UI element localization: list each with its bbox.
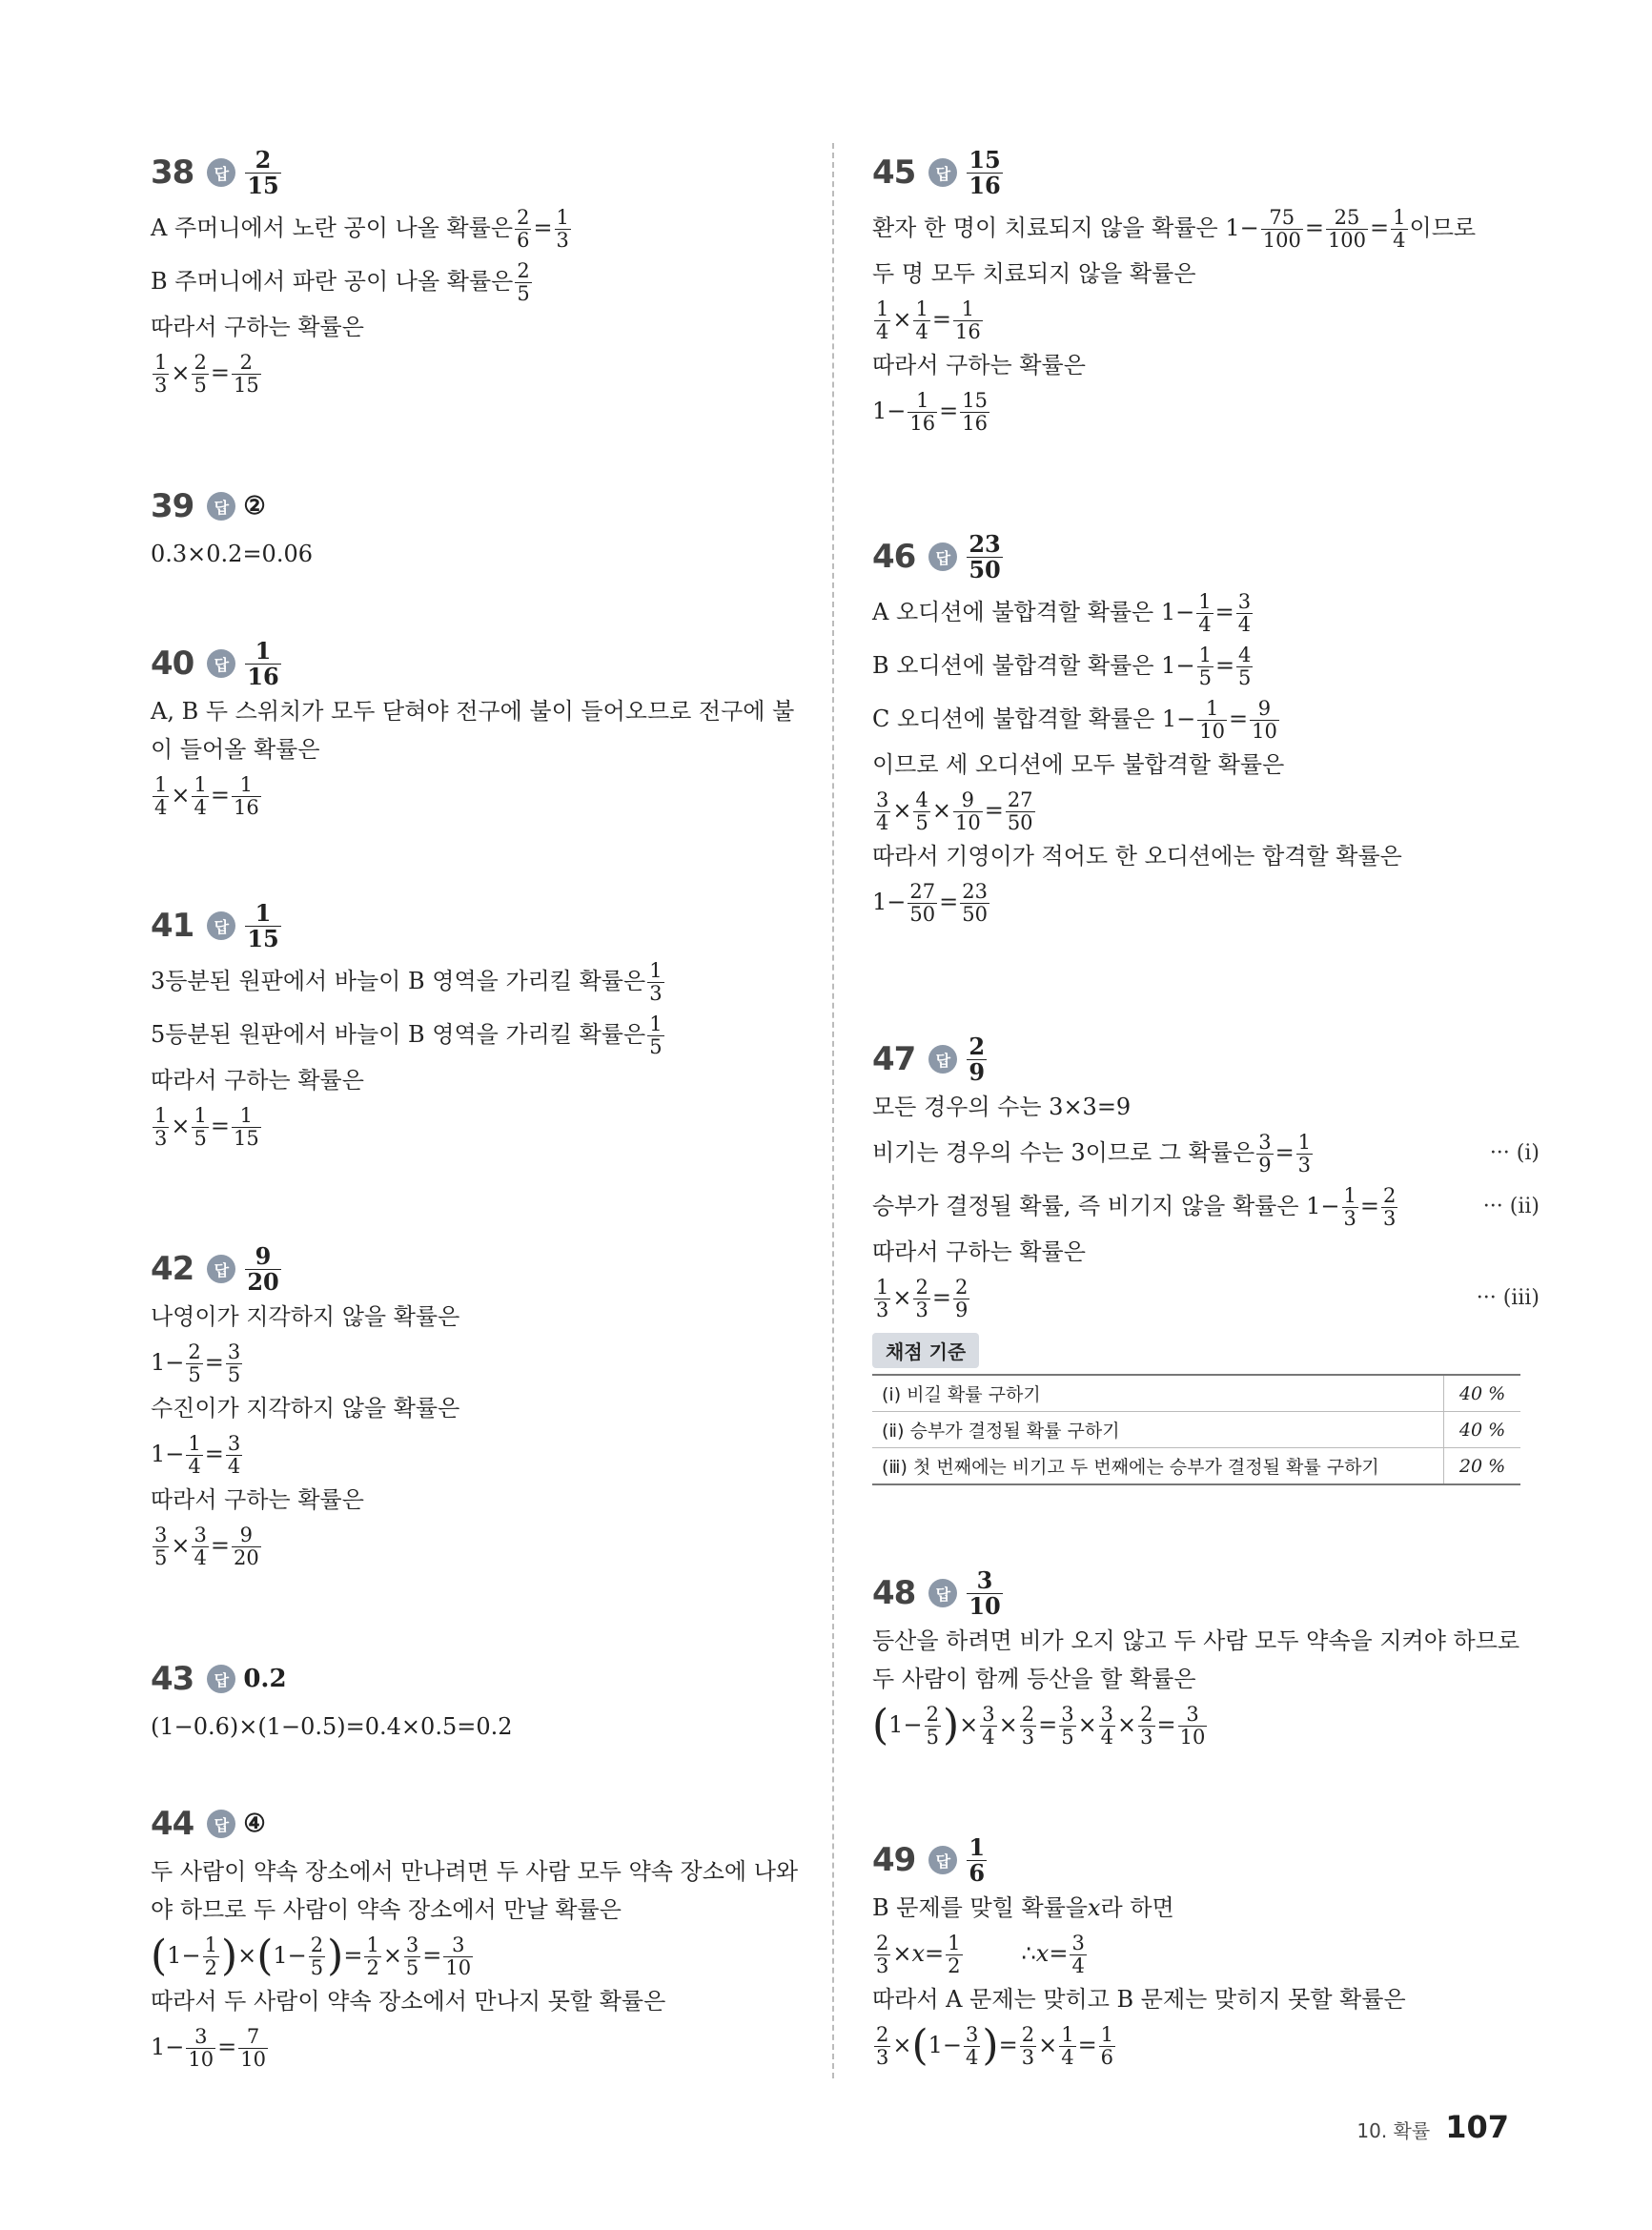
answer-badge: 답 (928, 158, 957, 187)
answer-value: $\frac{1}{15}$ (247, 899, 279, 952)
page-footer (1356, 2109, 1509, 2145)
table-row: (ⅰ) 비길 확률 구하기 40 % (872, 1375, 1520, 1412)
answer-value: $\frac{2}{9}$ (969, 1033, 986, 1086)
answer-value: $\frac{23}{50}$ (969, 530, 1001, 583)
solution-line: 환자 한 명이 치료되지 않을 확률은 1− $\frac{75}{100}$ = $\frac{25}{100}$ = $\frac{1}{4}$ 이므로 (872, 206, 1477, 252)
equation: $\frac{2}{3}$ × x = $\frac{1}{2}$ ∴ x = $\frac{3}{4}$ (876, 1932, 1085, 1977)
solution-line: B 주머니에서 파란 공이 나올 확률은 $\frac{2}{5}$ (151, 259, 530, 305)
equation: 1− $\frac{27}{50}$ = $\frac{23}{50}$ (872, 880, 988, 926)
table-row: (ⅱ) 승부가 결정될 확률 구하기 40 % (872, 1412, 1520, 1448)
solution-line: 두 사람이 약속 장소에서 만나려면 두 사람 모두 약속 장소에 나와 (151, 1858, 799, 1886)
solution-line: 따라서 구하는 확률은 (151, 1067, 364, 1095)
solution-line: 5등분된 원판에서 바늘이 B 영역을 가리킬 확률은 $\frac{1}{5}$ (151, 1013, 663, 1058)
solution-line: 이므로 세 오디션에 모두 불합격할 확률은 (872, 751, 1285, 779)
solution-line: 수진이가 지각하지 않을 확률은 (151, 1395, 460, 1422)
solution-line: 따라서 구하는 확률은 (151, 1486, 364, 1514)
equation: $\frac{2}{3}$ × ( 1− $\frac{3}{4}$ ) = $\frac{2}{3}$ × $\frac{1}{4}$ = $\frac{1}{6}$ (876, 2021, 1114, 2070)
answer-value: $\frac{3}{10}$ (969, 1566, 1001, 1620)
problem-header (151, 896, 818, 955)
answer-value: $\frac{1}{6}$ (969, 1833, 986, 1887)
problem-header (872, 1564, 1540, 1623)
problem-number: 38 (151, 153, 194, 192)
solution-line: 3등분된 원판에서 바늘이 B 영역을 가리킬 확률은 $\frac{1}{3}$ (151, 959, 663, 1005)
equation: ( 1− $\frac{1}{2}$ ) × ( 1− $\frac{2}{5}$ ) = $\frac{1}{2}$ × $\frac{3}{5}$ = $\frac{3}{10}$ (151, 1932, 472, 1980)
solution-line: 승부가 결정될 확률, 즉 비기지 않을 확률은 1− $\frac{1}{3}$ = $\frac{2}{3}$ ··· (ⅱ) (872, 1184, 1540, 1230)
solution-line: 따라서 구하는 확률은 (151, 314, 364, 341)
solution-line: 두 명 모두 치료되지 않을 확률은 (872, 260, 1196, 288)
answer-value: 0.2 (243, 1665, 287, 1693)
problem-number: 45 (872, 153, 916, 192)
equation: $\frac{3}{4}$ × $\frac{4}{5}$ × $\frac{9}{10}$ = $\frac{27}{50}$ (876, 788, 1033, 834)
equation: $\frac{1}{4}$ × $\frac{1}{4}$ = $\frac{1}{16}$ (154, 773, 259, 819)
equation: 0.3×0.2=0.06 (151, 541, 313, 568)
problem-header (872, 1030, 1540, 1089)
equation: $\frac{1}{3}$ × $\frac{1}{5}$ = $\frac{1}{15}$ (154, 1104, 259, 1150)
problem-header (151, 143, 818, 202)
problem-number: 46 (872, 538, 916, 576)
solution-line: A, B 두 스위치가 모두 닫혀야 전구에 불이 들어오므로 전구에 불 (151, 698, 795, 726)
answer-badge: 답 (207, 158, 235, 187)
solution-line: 이 들어올 확률은 (151, 736, 320, 764)
solution-line: A 주머니에서 노란 공이 나올 확률은 $\frac{2}{6}$ = $\frac{1}{3}$ (151, 206, 569, 252)
problem-header (872, 1831, 1540, 1890)
section-title: 10. 확률 (1356, 2119, 1431, 2142)
problem-41 (151, 896, 818, 1154)
solution-line: 따라서 기영이가 적어도 한 오디션에는 합격할 확률은 (872, 843, 1402, 870)
problem-40 (151, 634, 818, 823)
problem-42 (151, 1239, 818, 1573)
answer-value: $\frac{1}{16}$ (247, 637, 279, 690)
answer-value: ④ (243, 1810, 266, 1838)
problem-header (151, 477, 818, 536)
answer-badge: 답 (928, 1045, 957, 1074)
problem-44 (151, 1794, 818, 2075)
answer-badge: 답 (207, 649, 235, 678)
solution-line: 나영이가 지각하지 않을 확률은 (151, 1303, 460, 1331)
solution-line: 모든 경우의 수는 3×3=9 (872, 1094, 1132, 1121)
solution-line: B 오디션에 불합격할 확률은 1− $\frac{1}{5}$ = $\frac{4}{5}$ (872, 644, 1252, 689)
answer-badge: 답 (207, 1810, 235, 1838)
scoring-table (872, 1374, 1520, 1485)
answer-badge: 답 (207, 1255, 235, 1283)
problem-number: 44 (151, 1805, 194, 1843)
solution-line: 따라서 A 문제는 맞히고 B 문제는 맞히지 못할 확률은 (872, 1986, 1406, 2014)
step-marker: ··· (ⅰ) (1489, 1140, 1540, 1165)
scoring-title: 채점 기준 (872, 1333, 979, 1368)
page-number: 107 (1445, 2109, 1509, 2145)
answer-badge: 답 (207, 911, 235, 940)
equation: $\frac{3}{5}$ × $\frac{3}{4}$ = $\frac{9}{20}$ (154, 1524, 259, 1569)
problem-47 (872, 1030, 1540, 1485)
solution-line: 따라서 구하는 확률은 (872, 352, 1086, 379)
answer-value: $\frac{9}{20}$ (247, 1242, 279, 1296)
problem-header (872, 143, 1540, 202)
answer-value: ② (243, 492, 266, 521)
answer-badge: 답 (928, 1846, 957, 1874)
equation: $\frac{1}{3}$ × $\frac{2}{3}$ = $\frac{2}{9}$ ··· (ⅲ) (876, 1276, 1540, 1321)
equation: 1− $\frac{2}{5}$ = $\frac{3}{5}$ (151, 1340, 241, 1386)
problem-number: 40 (151, 644, 194, 683)
problem-header (151, 634, 818, 693)
answer-badge: 답 (928, 1579, 957, 1607)
problem-45 (872, 143, 1540, 439)
equation: (1−0.6)×(1−0.5)=0.4×0.5=0.2 (151, 1713, 513, 1741)
problem-header (151, 1239, 818, 1299)
problem-header (872, 527, 1540, 586)
table-row: (ⅲ) 첫 번째에는 비기고 두 번째에는 승부가 결정될 확률 구하기 20 % (872, 1448, 1520, 1485)
equation: 1− $\frac{3}{10}$ = $\frac{7}{10}$ (151, 2025, 266, 2071)
problem-49 (872, 1831, 1540, 2073)
solution-line: 따라서 두 사람이 약속 장소에서 만나지 못할 확률은 (151, 1988, 666, 2015)
problem-number: 43 (151, 1660, 194, 1698)
solution-line: 비기는 경우의 수는 3이므로 그 확률은 $\frac{3}{9}$ = $\frac{1}{3}$ ··· (ⅰ) (872, 1131, 1540, 1176)
problem-43 (151, 1649, 818, 1747)
problem-number: 49 (872, 1841, 916, 1879)
equation: 1− $\frac{1}{16}$ = $\frac{15}{16}$ (872, 389, 988, 435)
solution-line: 두 사람이 함께 등산을 할 확률은 (872, 1666, 1196, 1693)
problem-48 (872, 1564, 1540, 1752)
solution-line: B 문제를 맞힐 확률을 x 라 하면 (872, 1894, 1174, 1922)
problem-number: 47 (872, 1040, 916, 1078)
problem-number: 42 (151, 1250, 194, 1288)
answer-value: $\frac{15}{16}$ (969, 146, 1001, 199)
solution-line: A 오디션에 불합격할 확률은 1− $\frac{1}{4}$ = $\frac{3}{4}$ (872, 590, 1252, 636)
answer-badge: 답 (207, 492, 235, 521)
solution-line: 야 하므로 두 사람이 약속 장소에서 만날 확률은 (151, 1896, 622, 1924)
equation: $\frac{1}{4}$ × $\frac{1}{4}$ = $\frac{1}{16}$ (876, 297, 981, 343)
answer-badge: 답 (928, 542, 957, 571)
step-marker: ··· (ⅲ) (1476, 1285, 1540, 1310)
step-marker: ··· (ⅱ) (1482, 1194, 1540, 1218)
problem-header (151, 1794, 818, 1853)
problem-header (151, 1649, 818, 1708)
scoring-criteria (872, 1333, 1540, 1485)
answer-value: $\frac{2}{15}$ (247, 146, 279, 199)
column-divider (832, 143, 834, 2078)
solution-line: 따라서 구하는 확률은 (872, 1238, 1086, 1266)
solution-line: 등산을 하려면 비가 오지 않고 두 사람 모두 약속을 지켜야 하므로 (872, 1627, 1520, 1655)
answer-badge: 답 (207, 1665, 235, 1693)
problem-number: 48 (872, 1574, 916, 1612)
problem-39 (151, 477, 818, 574)
equation: 1− $\frac{1}{4}$ = $\frac{3}{4}$ (151, 1432, 241, 1478)
problem-number: 41 (151, 907, 194, 945)
problem-46 (872, 527, 1540, 930)
equation: $\frac{1}{3}$ × $\frac{2}{5}$ = $\frac{2}{15}$ (154, 351, 259, 397)
problem-38 (151, 143, 818, 400)
solution-line: C 오디션에 불합격할 확률은 1− $\frac{1}{10}$ = $\frac{9}{10}$ (872, 697, 1277, 743)
equation: ( 1− $\frac{2}{5}$ ) × $\frac{3}{4}$ × $\frac{2}{3}$ = $\frac{3}{5}$ × $\frac{3}{4}$ × $\frac{2}{3}$ = $\frac{3}{10}$ (872, 1701, 1206, 1749)
problem-number: 39 (151, 487, 194, 525)
